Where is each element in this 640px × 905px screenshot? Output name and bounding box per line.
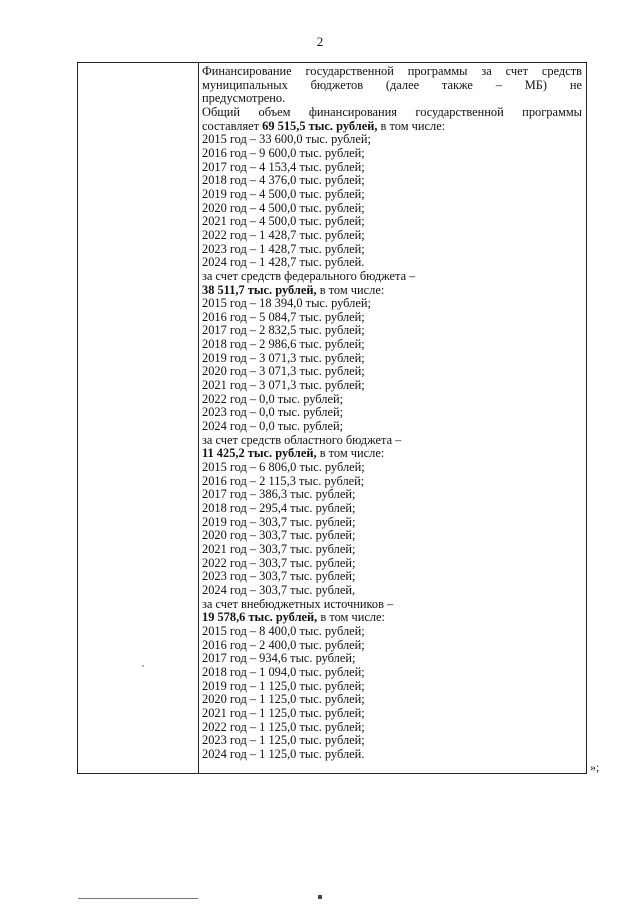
regional-heading: за счет средств областного бюджета – [202,432,402,447]
year-line: 2018 год – 2 986,6 тыс. рублей; [202,337,365,352]
year-line: 2015 год – 18 394,0 тыс. рублей; [202,296,371,311]
federal-amount: 38 511,7 тыс. рублей, [202,282,317,297]
year-line: 2015 год – 6 806,0 тыс. рублей; [202,460,365,475]
intro-line-2: муниципальных бюджетов (далее также – МБ) не [202,77,582,92]
regional-years-list [202,461,582,598]
year-line: 2020 год – 1 125,0 тыс. рублей; [202,692,365,707]
extrabudgetary-amount: 19 578,6 тыс. рублей, [202,610,318,625]
federal-suffix: в том числе: [319,282,385,297]
year-line: 2018 год – 295,4 тыс. рублей; [202,501,356,515]
year-line: 2016 год – 9 600,0 тыс. рублей; [202,145,365,160]
year-line: 2024 год – 1 125,0 тыс. рублей. [202,746,365,761]
year-line: 2020 год – 4 500,0 тыс. рублей; [202,200,365,215]
total-amount-line [202,120,582,134]
year-line: 2023 год – 303,7 тыс. рублей; [202,569,356,584]
year-line: 2021 год – 3 071,3 тыс. рублей; [202,378,365,393]
year-line: 2020 год – 303,7 тыс. рублей; [202,528,356,543]
year-line: 2019 год – 303,7 тыс. рублей; [202,514,356,529]
column-divider [198,63,199,773]
year-line: 2016 год – 2 115,3 тыс. рублей; [202,473,365,488]
year-line: 2018 год – 1 094,0 тыс. рублей; [202,664,365,679]
regional-amount: 11 425,2 тыс. рублей, [202,446,317,461]
year-line: 2021 год – 1 125,0 тыс. рублей; [202,705,365,720]
total-line-1: Общий объем финансирования государственной программы [202,104,582,119]
year-line: 2021 год – 303,7 тыс. рублей; [202,541,356,556]
year-line: 2022 год – 303,7 тыс. рублей; [202,555,356,570]
year-line: 2021 год – 4 500,0 тыс. рублей; [202,214,365,229]
regional-suffix: в том числе: [319,446,385,461]
closing-quote-mark: »; [590,760,600,774]
footer-rule [78,898,198,899]
year-line: 2019 год – 4 500,0 тыс. рублей; [202,186,365,201]
year-line: 2023 год – 1 428,7 тыс. рублей; [202,241,365,256]
year-line: 2024 год – 1 428,7 тыс. рублей. [202,255,365,270]
financing-table [77,62,587,774]
federal-years-list [202,297,582,434]
year-line: 2017 год – 386,3 тыс. рублей; [202,487,356,502]
year-line: 2022 год – 0,0 тыс. рублей; [202,391,344,406]
year-line: 2023 год – 1 125,0 тыс. рублей; [202,733,365,748]
year-line: 2024 год – 0,0 тыс. рублей; [202,419,344,434]
total-suffix: в том числе: [380,118,446,133]
scan-speck [142,665,144,667]
year-line: 2020 год – 3 071,3 тыс. рублей; [202,364,365,379]
year-line: 2016 год – 5 084,7 тыс. рублей; [202,309,365,324]
year-line: 2019 год – 3 071,3 тыс. рублей; [202,350,365,365]
year-line: 2017 год – 934,6 тыс. рублей; [202,651,356,666]
year-line: 2017 год – 4 153,4 тыс. рублей; [202,159,365,174]
total-prefix: составляет [202,118,260,133]
intro-line-1: Финансирование государственной программы за счет средств [202,64,582,78]
extrabudgetary-heading: за счет внебюджетных источников – [202,596,394,611]
year-line: 2016 год – 2 400,0 тыс. рублей; [202,637,365,652]
year-line: 2015 год – 8 400,0 тыс. рублей; [202,623,365,638]
extrabudgetary-amount-line [202,611,582,625]
year-line: 2024 год – 303,7 тыс. рублей, [202,582,356,597]
extrabudgetary-years-list [202,625,582,762]
regional-amount-line [202,447,582,461]
year-line: 2015 год – 33 600,0 тыс. рублей; [202,132,371,147]
intro-line-3: предусмотрено. [202,91,286,106]
page-number: 2 [316,34,324,49]
federal-amount-line [202,284,582,298]
federal-heading: за счет средств федерального бюджета – [202,268,416,283]
total-years-list [202,133,582,270]
footer-mark [318,895,322,899]
year-line: 2023 год – 0,0 тыс. рублей; [202,405,344,420]
total-amount: 69 515,5 тыс. рублей, [262,118,378,133]
year-line: 2018 год – 4 376,0 тыс. рублей; [202,173,365,188]
financing-cell [202,65,582,761]
year-line: 2019 год – 1 125,0 тыс. рублей; [202,678,365,693]
year-line: 2017 год – 2 832,5 тыс. рублей; [202,323,365,338]
extrabudgetary-suffix: в том числе: [320,610,385,625]
year-line: 2022 год – 1 125,0 тыс. рублей; [202,719,365,734]
year-line: 2022 год – 1 428,7 тыс. рублей; [202,227,365,242]
